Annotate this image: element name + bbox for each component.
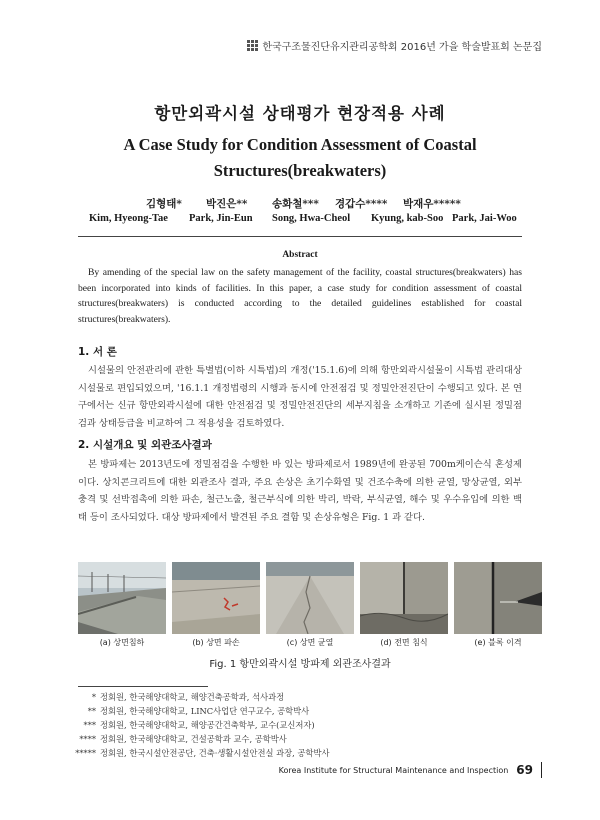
- footer-institute: Korea Institute for Structural Maintenance and Inspection: [278, 765, 509, 775]
- author-en-4: Kyung, kab-Soo: [371, 213, 444, 224]
- figure-photo-row: [78, 562, 544, 648]
- footnote-4: [74, 732, 474, 746]
- section-1-body: 시설물의 안전관리에 관한 특별법(이하 시특법)의 개정('15.1.6)에 의해 항만외곽시설물이 시특법 관리대상 시설물로 편입되었으며, '16.1.1 개정법령의 시행과 동시에 안전점검 및 정밀안전진단이 수행되고 있다. 본 연구에서는 신규 항만외곽시설에 대한 안전점검 및 정밀안전진단의 세부지침을 소개하고 기존에 실시된 정밀점검과 상태등급을 비교하여 그 적용성을 검토하였다.: [78, 365, 522, 429]
- photo-d-front-erosion: [360, 562, 448, 634]
- footnote-text: 정회원, 한국해양대학교, 해양공간건축학부, 교수(교신저자): [100, 720, 315, 730]
- section-2-heading: 2. 시설개요 및 외관조사결과: [78, 439, 212, 451]
- photo-b-cell: [172, 562, 260, 648]
- section-2-body: 본 방파제는 2013년도에 정밀점검을 수행한 바 있는 방파제로서 1989년에 완공된 700m케이슨식 혼성제이다. 상치콘크리트에 대한 외관조사 결과, 주요 손상은 초기수화열 및 건조수축에 의한 균열, 망상균열, 외부충격 및 선박접촉에 의한 파손, 철근노출, 철근부식에 의한 박리, 박락, 부식균열, 해수 및 우수유입에 의한 백태 등이 조사되었다. 대상 방파제에서 발견된 주요 결함 및 손상유형은 Fig. 1 과 같다.: [78, 459, 522, 523]
- footnote-mark: *****: [75, 748, 96, 758]
- footnote-5: [74, 746, 474, 760]
- footnote-text: 정회원, 한국시설안전공단, 건축·생활시설안전실 과장, 공학박사: [100, 748, 330, 758]
- running-header: [247, 38, 542, 53]
- abstract-title: Abstract: [282, 250, 318, 260]
- abstract-top-rule: [78, 236, 522, 237]
- caption-d: (d) 전면 침식: [380, 638, 428, 647]
- caption-e: (e) 블록 이격: [474, 638, 522, 647]
- footnote-text: 정회원, 한국해양대학교, 건설공학과 교수, 공학박사: [100, 734, 287, 744]
- footnote-1: [74, 690, 474, 704]
- title-english: A Case Study for Condition Assessment of Coastal Structures(breakwaters): [123, 135, 477, 180]
- header-grid-icon: [247, 40, 258, 51]
- photo-c-cell: [266, 562, 354, 648]
- photo-a-cell: [78, 562, 166, 648]
- author-kr-2: 박진은**: [206, 198, 248, 210]
- page-number: 69: [516, 763, 533, 777]
- footer-divider: [541, 762, 542, 778]
- footnote-mark: ****: [79, 734, 96, 744]
- photo-e-cell: [454, 562, 542, 648]
- author-kr-1: 김형태*: [146, 198, 182, 210]
- footnote-2: [74, 704, 474, 718]
- author-kr-5: 박재우*****: [403, 198, 461, 210]
- author-en-1: Kim, Hyeong-Tae: [89, 213, 168, 224]
- footnote-3: [74, 718, 474, 732]
- author-en-3: Song, Hwa-Cheol: [272, 213, 351, 224]
- photo-a-settlement: [78, 562, 166, 634]
- page-footer: [279, 762, 542, 778]
- footnotes: [74, 690, 474, 760]
- photo-d-cell: [360, 562, 448, 648]
- footnote-text: 정회원, 한국해양대학교, LINC사업단 연구교수, 공학박사: [100, 706, 310, 716]
- photo-e-block-separation: [454, 562, 542, 634]
- footnote-mark: *: [91, 692, 96, 702]
- footnote-text: 정회원, 한국해양대학교, 해양건축공학과, 석사과정: [100, 692, 285, 702]
- figure-caption: Fig. 1 항만외곽시설 방파제 외관조사결과: [209, 659, 391, 670]
- photo-c-top-crack: [266, 562, 354, 634]
- footnote-mark: **: [87, 706, 96, 716]
- section-1-heading: 1. 서 론: [78, 346, 117, 358]
- caption-a: (a) 상면침하: [99, 638, 145, 647]
- author-kr-3: 송화철***: [272, 198, 319, 210]
- photo-b-top-breakage: [172, 562, 260, 634]
- running-header-text: 한국구조물진단유지관리공학회 2016년 가을 학술발표회 논문집: [262, 42, 542, 53]
- caption-b: (b) 상면 파손: [192, 638, 240, 647]
- title-korean: 항만외곽시설 상태평가 현장적용 사례: [154, 104, 446, 123]
- abstract-body: By amending of the special law on the safety management of the facility, coastal structures(breakwaters) has been incorporated into kinds of facilities. In this paper, a case study for condition assessment of coastal structures(breakwaters) is conducted according to the detailed guidelines established for coastal structures(breakwaters).: [78, 267, 522, 325]
- author-kr-4: 경갑수****: [335, 198, 388, 210]
- caption-c: (c) 상면 균열: [286, 638, 334, 647]
- author-en-2: Park, Jin-Eun: [189, 213, 253, 224]
- footnote-mark: ***: [83, 720, 96, 730]
- footnote-rule: [78, 686, 208, 687]
- author-en-5: Park, Jai-Woo: [452, 213, 517, 224]
